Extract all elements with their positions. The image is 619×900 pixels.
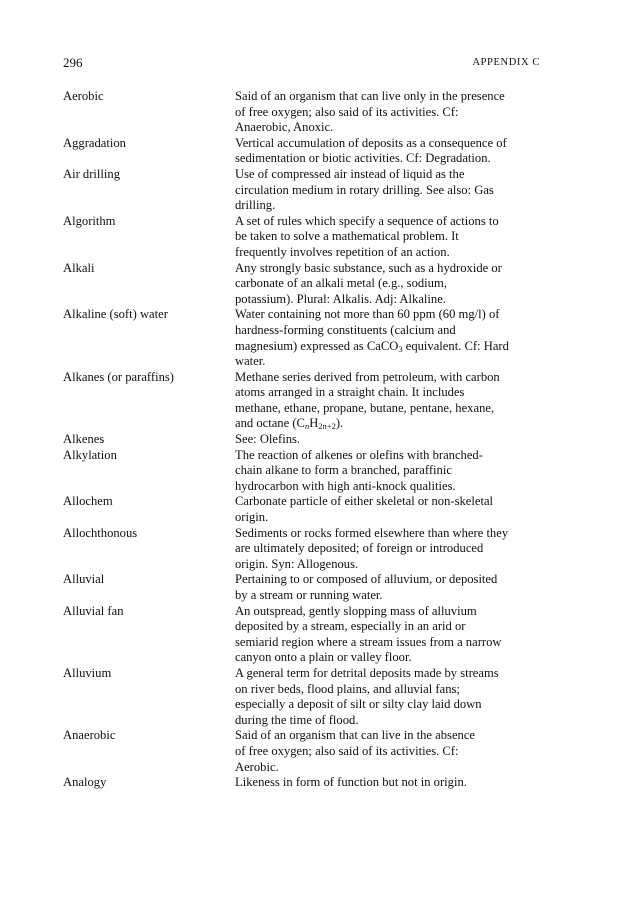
entry-term: Alluvium xyxy=(63,665,112,680)
definition-line: deposited by a stream, especially in an arid or xyxy=(235,619,466,634)
entry-term: Alluvial fan xyxy=(63,603,124,618)
definition-line: on river beds, flood plains, and alluvial fans; xyxy=(235,681,460,696)
definition-line: methane, ethane, propane, butane, pentane, hexane, xyxy=(235,400,495,415)
entry-definition xyxy=(235,494,540,525)
glossary-entry xyxy=(63,167,540,214)
definition-line: Vertical accumulation of deposits as a consequence of xyxy=(235,135,507,150)
definition-line: canyon onto a plain or valley floor. xyxy=(235,650,412,665)
definition-line: carbonate of an alkali metal (e.g., sodium, xyxy=(235,276,447,291)
glossary-entry xyxy=(63,526,540,573)
glossary-entry xyxy=(63,370,540,432)
definition-line: Water containing not more than 60 ppm (60 mg/l) of xyxy=(235,307,500,322)
formula-text: equivalent. Cf: Hard xyxy=(402,338,509,353)
definition-line: especially a deposit of silt or silty clay laid down xyxy=(235,697,482,712)
definition-line: hydrocarbon with high anti-knock qualities. xyxy=(235,478,456,493)
entry-definition xyxy=(235,214,540,261)
entry-definition xyxy=(235,307,540,369)
glossary-entry xyxy=(63,448,540,495)
definition-line: See: Olefins. xyxy=(235,432,301,447)
glossary-entry xyxy=(63,604,540,666)
definition-line: during the time of flood. xyxy=(235,712,359,727)
entry-term: Analogy xyxy=(63,775,107,790)
formula-text: ). xyxy=(335,416,344,431)
glossary-entry xyxy=(63,494,540,525)
formula-text: H xyxy=(309,416,319,431)
definition-line: be taken to solve a mathematical problem. It xyxy=(235,229,459,244)
page-header xyxy=(63,55,540,71)
entry-term: Alkali xyxy=(63,260,95,275)
formula-subscript: 3 xyxy=(398,343,403,354)
glossary-entry xyxy=(63,775,540,791)
entry-definition xyxy=(235,261,540,308)
definition-line: Anaerobic, Anoxic. xyxy=(235,120,334,135)
definition-line-formula xyxy=(235,416,540,432)
definition-line: A general term for detrital deposits made by streams xyxy=(235,665,499,680)
entry-term: Allochthonous xyxy=(63,525,138,540)
definition-line: Said of an organism that can live in the absence xyxy=(235,728,476,743)
entry-definition xyxy=(235,572,540,603)
definition-line: circulation medium in rotary drilling. See also: Gas xyxy=(235,182,494,197)
definition-line: sedimentation or biotic activities. Cf: Degradation. xyxy=(235,151,491,166)
definition-line: chain alkane to form a branched, paraffinic xyxy=(235,463,452,478)
formula-subscript: n xyxy=(304,421,310,432)
definition-line: hardness-forming constituents (calcium and xyxy=(235,322,456,337)
running-head: APPENDIX C xyxy=(472,57,540,68)
glossary-entry xyxy=(63,307,540,369)
glossary-list xyxy=(63,89,540,791)
definition-line: Use of compressed air instead of liquid as the xyxy=(235,166,465,181)
formula-text: and octane (C xyxy=(235,416,305,431)
definition-line-formula xyxy=(235,339,540,355)
entry-term: Alluvial xyxy=(63,572,105,587)
entry-definition xyxy=(235,167,540,214)
glossary-entry xyxy=(63,89,540,136)
definition-line: Any strongly basic substance, such as a hydroxide or xyxy=(235,260,502,275)
entry-term: Alkaline (soft) water xyxy=(63,307,168,322)
definition-line: Said of an organism that can live only in the presence xyxy=(235,89,505,103)
definition-line: frequently involves repetition of an action. xyxy=(235,244,450,259)
entry-term: Allochem xyxy=(63,494,113,509)
entry-definition xyxy=(235,775,540,791)
definition-line: origin. Syn: Allogenous. xyxy=(235,556,359,571)
entry-definition xyxy=(235,728,540,775)
definition-line: Aerobic. xyxy=(235,759,279,774)
definition-line: are ultimately deposited; of foreign or introduced xyxy=(235,541,484,556)
glossary-entry xyxy=(63,572,540,603)
entry-definition xyxy=(235,604,540,666)
entry-term: Air drilling xyxy=(63,166,121,181)
entry-term: Aggradation xyxy=(63,135,126,150)
glossary-entry xyxy=(63,432,540,448)
page-number: 296 xyxy=(63,55,83,70)
glossary-entry xyxy=(63,261,540,308)
entry-definition xyxy=(235,432,540,448)
glossary-entry xyxy=(63,214,540,261)
definition-line: drilling. xyxy=(235,198,276,213)
definition-line: Likeness in form of function but not in origin. xyxy=(235,775,467,790)
entry-definition xyxy=(235,370,540,432)
formula-text: magnesium) expressed as CaCO xyxy=(235,338,399,353)
definition-line: water. xyxy=(235,354,266,369)
definition-line: by a stream or running water. xyxy=(235,588,383,602)
entry-definition xyxy=(235,136,540,167)
glossary-entry xyxy=(63,666,540,728)
formula-subscript: 2n+2 xyxy=(318,421,336,432)
entry-term: Algorithm xyxy=(63,213,116,228)
entry-definition xyxy=(235,89,540,136)
definition-line: of free oxygen; also said of its activities. Cf: xyxy=(235,743,459,758)
definition-line: An outspread, gently slopping mass of alluvium xyxy=(235,603,477,618)
definition-line: The reaction of alkenes or olefins with branched- xyxy=(235,447,483,462)
definition-line: atoms arranged in a straight chain. It includes xyxy=(235,385,465,400)
definition-line: semiarid region where a stream issues from a narrow xyxy=(235,634,502,649)
glossary-entry xyxy=(63,136,540,167)
definition-line: A set of rules which specify a sequence of actions to xyxy=(235,213,499,228)
definition-line: of free oxygen; also said of its activities. Cf: xyxy=(235,104,459,119)
entry-definition xyxy=(235,526,540,573)
definition-line: Sediments or rocks formed elsewhere than where they xyxy=(235,525,509,540)
definition-line: Carbonate particle of either skeletal or non-skeletal xyxy=(235,494,494,509)
glossary-entry xyxy=(63,728,540,775)
entry-term: Aerobic xyxy=(63,89,104,103)
entry-term: Alkanes (or paraffins) xyxy=(63,369,174,384)
definition-line: Methane series derived from petroleum, with carbon xyxy=(235,369,500,384)
entry-term: Alkenes xyxy=(63,432,105,447)
entry-definition xyxy=(235,448,540,495)
definition-line: Pertaining to or composed of alluvium, or deposited xyxy=(235,572,498,587)
entry-term: Anaerobic xyxy=(63,728,116,743)
definition-line: origin. xyxy=(235,510,269,525)
entry-definition xyxy=(235,666,540,728)
definition-line: potassium). Plural: Alkalis. Adj: Alkaline. xyxy=(235,291,446,306)
entry-term: Alkylation xyxy=(63,447,117,462)
